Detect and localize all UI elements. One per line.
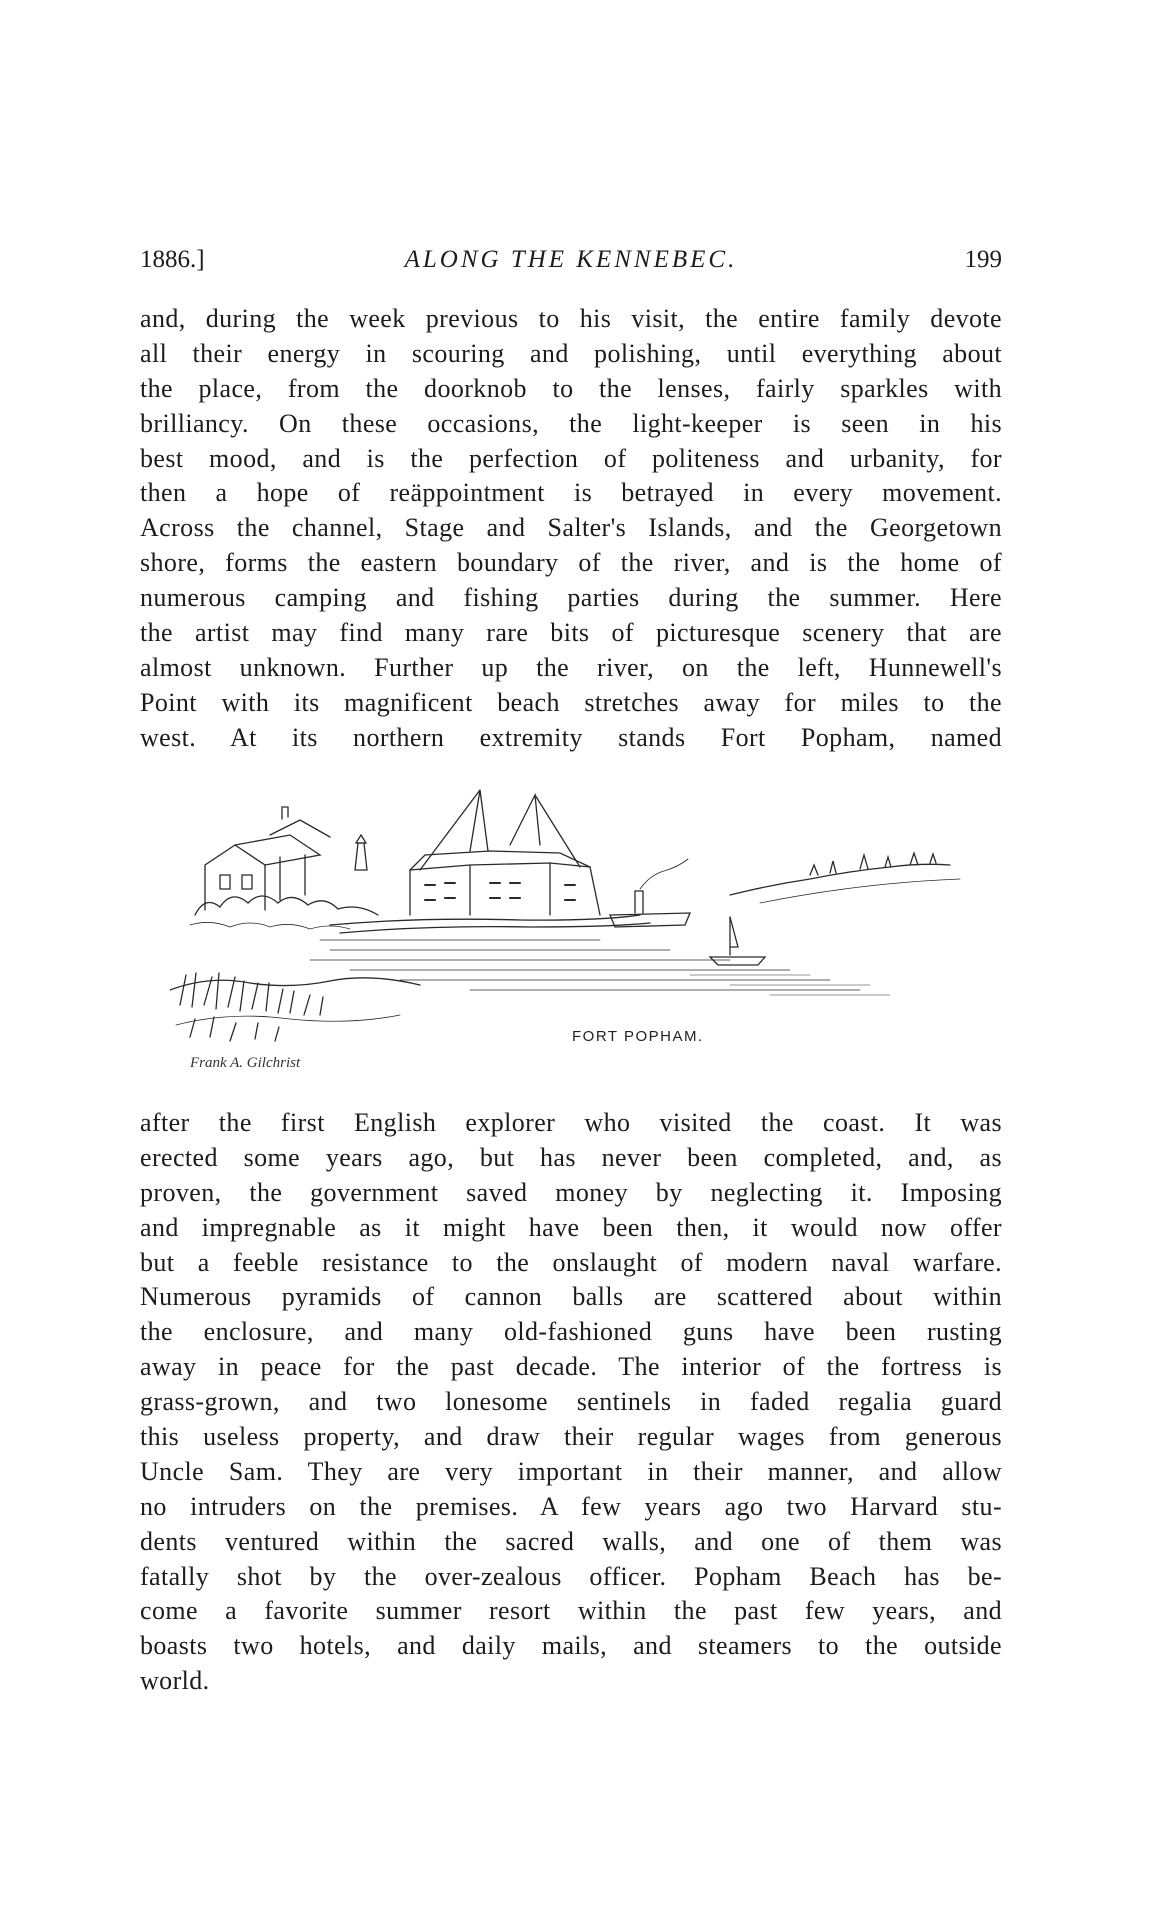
text-line: brilliancy. On these occasions, the light-keeper is seen in his bbox=[140, 408, 1002, 438]
text-line: best mood, and is the perfection of politeness and urbanity, for bbox=[140, 443, 1002, 473]
text-line: boasts two hotels, and daily mails, and steamers to the outside bbox=[140, 1631, 1002, 1661]
paragraph-2 bbox=[140, 1106, 1002, 1699]
text-line: away in peace for the past decade. The interior of the fortress is bbox=[140, 1352, 1002, 1382]
page-number: 199 bbox=[964, 246, 1002, 273]
text-line: and, during the week previous to his visit, the entire family devote bbox=[140, 304, 1002, 333]
text-line: erected some years ago, but has never been completed, and, as bbox=[140, 1142, 1002, 1172]
text-line: the artist may find many rare bits of picturesque scenery that are bbox=[140, 618, 1002, 648]
text-line: almost unknown. Further up the river, on the left, Hunnewell's bbox=[140, 652, 1002, 682]
fort-popham-illustration bbox=[170, 775, 970, 1075]
text-line: after the first English explorer who visited the coast. It was bbox=[140, 1108, 1002, 1137]
artist-signature: Frank A. Gilchrist bbox=[190, 1055, 301, 1071]
text-line: no intruders on the premises. A few years ago two Harvard stu- bbox=[140, 1491, 1002, 1521]
fort-popham-engraving bbox=[170, 775, 970, 1075]
text-line: world. bbox=[140, 1666, 210, 1696]
text-line: the enclosure, and many old-fashioned guns have been rusting bbox=[140, 1317, 1002, 1347]
text-line: grass-grown, and two lonesome sentinels in faded regalia guard bbox=[140, 1387, 1002, 1417]
text-line: fatally shot by the over-zealous officer. Popham Beach has be- bbox=[140, 1561, 1002, 1591]
text-line: come a favorite summer resort within the past few years, and bbox=[140, 1596, 1002, 1626]
text-line: numerous camping and fishing parties during the summer. Here bbox=[140, 583, 1002, 613]
text-line: but a feeble resistance to the onslaught of modern naval warfare. bbox=[140, 1247, 1002, 1277]
header-title: ALONG THE KENNEBEC. bbox=[404, 246, 738, 273]
text-line: Uncle Sam. They are very important in their manner, and allow bbox=[140, 1456, 1002, 1486]
text-line: dents ventured within the sacred walls, and one of them was bbox=[140, 1526, 1002, 1556]
text-line: the place, from the doorknob to the lenses, fairly sparkles with bbox=[140, 373, 1002, 403]
text-line: Across the channel, Stage and Salter's Islands, and the Georgetown bbox=[140, 513, 1002, 543]
text-line: Point with its magnificent beach stretches away for miles to the bbox=[140, 687, 1002, 717]
text-line: shore, forms the eastern boundary of the river, and is the home of bbox=[140, 548, 1002, 578]
text-line: west. At its northern extremity stands Fort Popham, named bbox=[140, 722, 1002, 752]
paragraph-1 bbox=[140, 302, 1002, 756]
figure-caption: FORT POPHAM. bbox=[572, 1028, 704, 1045]
text-line: all their energy in scouring and polishing, until everything about bbox=[140, 338, 1002, 368]
text-line: and impregnable as it might have been then, it would now offer bbox=[140, 1212, 1002, 1242]
text-line: proven, the government saved money by neglecting it. Imposing bbox=[140, 1177, 1002, 1207]
text-line: then a hope of reäppointment is betrayed in every movement. bbox=[140, 478, 1002, 508]
text-line: Numerous pyramids of cannon balls are scattered about within bbox=[140, 1282, 1002, 1312]
text-line: this useless property, and draw their regular wages from generous bbox=[140, 1422, 1002, 1452]
running-header bbox=[140, 246, 1002, 280]
header-year: 1886.] bbox=[140, 246, 205, 273]
